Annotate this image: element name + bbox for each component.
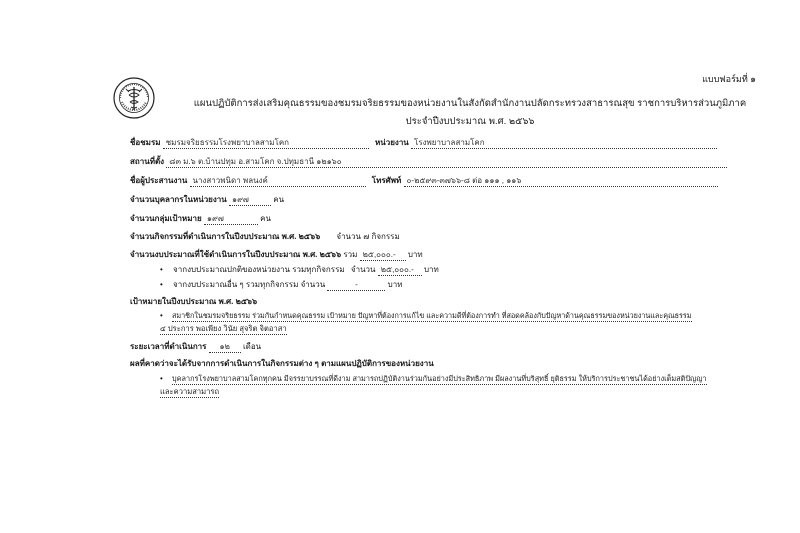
goal-line1: สมาชิกในชมรมจริยธรรม ร่วมกันกำหนดคุณธรรม เป้าหมาย ปัญหาที่ต้องการแก้ไข และความดีที่ต้องการทำ ที่สอดคล้องกับปัญหาด้านคุณธรรมของหน่วยงานและคุณธรรม	[172, 311, 692, 320]
location-row	[130, 156, 727, 168]
agency-label: หน่วยงาน	[374, 138, 409, 147]
budget-total-value: ๒๕,๐๐๐.-	[360, 249, 406, 261]
target-count-unit: คน	[260, 214, 271, 223]
budget-item1-prefix: จำนวน	[350, 265, 376, 274]
bullet-icon: •	[160, 265, 163, 274]
document-title-line1: แผนปฏิบัติการส่งเสริมคุณธรรมของชมรมจริยธรรมของหน่วยงานในสังกัดสำนักงานปลัดกระทรวงสาธารณสุข ราชการบริหารส่วนภูมิภาค	[193, 98, 747, 109]
budget-label: จำนวนงบประมาณที่ใช้ดำเนินการในปีงบประมาณ พ.ศ. ๒๕๖๖	[130, 250, 342, 259]
target-count-row	[130, 213, 271, 225]
club-label: ชื่อชมรม	[130, 138, 161, 147]
staff-count-label: จำนวนบุคลากรในหน่วยงาน	[130, 195, 227, 204]
expected-bullet	[160, 373, 163, 384]
coordinator-row	[130, 175, 718, 187]
budget-unit: บาท	[407, 250, 423, 259]
location-value: ๘๓ ม.๖ ต.บ้านปทุม อ.สามโคก จ.ปทุมธานี ๑๒๑๖๐	[166, 156, 727, 168]
coordinator-label: ชื่อผู้ประสานงาน	[130, 176, 188, 185]
duration-value: ๑๒	[209, 341, 241, 353]
duration-row	[130, 341, 261, 353]
goal-line2: ๔ ประการ พอเพียง วินัย สุจริต จิตอาสา	[160, 324, 287, 333]
activities-prefix: จำนวน	[336, 232, 361, 241]
goal-bullet	[160, 310, 163, 321]
staff-count-value: ๑๙๗	[229, 194, 271, 206]
activities-unit: กิจกรรม	[371, 232, 400, 241]
budget-item2-text: จากงบประมาณอื่น ๆ รวมทุกกิจกรรม จำนวน	[173, 280, 326, 289]
club-value: ชมรมจริยธรรมโรงพยาบาลสามโคก	[163, 137, 369, 149]
target-count-label: จำนวนกลุ่มเป้าหมาย	[130, 214, 202, 223]
agency-value: โรงพยาบาลสามโคก	[411, 137, 717, 149]
expected-line1: บุคลากรโรงพยาบาลสามโคกทุกคน มีจรรยาบรรณที่ดีงาม สามารถปฏิบัติงานร่วมกันอย่างมีประสิทธิภาพ มีผลงานที่บริสุทธิ์ ยุติธรรม ให้บริการประชาชนได้อย่างเต็มสติปัญญา	[172, 374, 707, 383]
bullet-icon: •	[160, 374, 163, 383]
expected-label: ผลที่คาดว่าจะได้รับจากการดำเนินการในกิจกรรมต่าง ๆ ตามแผนปฏิบัติการของหน่วยงาน	[130, 359, 434, 368]
document-title-line2: ประจำปีงบประมาณ พ.ศ. ๒๕๖๖	[405, 116, 535, 127]
budget-item1-row	[160, 264, 439, 276]
bullet-icon: •	[160, 280, 163, 289]
duration-label: ระยะเวลาที่ดำเนินการ	[130, 342, 207, 351]
coordinator-value: นางสาวพนิดา พลนงค์	[190, 175, 366, 187]
budget-item2-unit: บาท	[387, 280, 403, 289]
target-count-value: ๑๙๗	[204, 213, 258, 225]
expected-line2: และความสามารถ	[160, 387, 220, 396]
location-label: สถานที่ตั้ง	[130, 157, 165, 166]
activities-row	[130, 231, 400, 242]
activities-value: ๗	[363, 232, 370, 241]
phone-label: โทรศัพท์	[371, 176, 402, 185]
activities-label: จำนวนกิจกรรมที่ดำเนินการในปีงบประมาณ พ.ศ. ๒๕๖๖	[130, 232, 321, 241]
staff-count-unit: คน	[273, 195, 285, 204]
goal-label: เป้าหมายในปีงบประมาณ พ.ศ. ๒๕๖๖	[130, 297, 258, 306]
budget-row	[130, 249, 423, 261]
duration-unit: เดือน	[242, 342, 262, 351]
club-row	[130, 137, 717, 149]
phone-value: ๐-๒๕๙๓-๓๗๖๖-๘ ต่อ ๑๑๑ , ๑๑๖	[404, 175, 718, 187]
form-number: แบบฟอร์มที่ ๑	[702, 74, 756, 84]
budget-item1-text: จากงบประมาณปกติของหน่วยงาน รวมทุกกิจกรรม	[173, 265, 345, 274]
budget-item1-value: ๒๕,๐๐๐.-	[378, 264, 422, 276]
staff-count-row	[130, 194, 284, 206]
budget-item2-row	[160, 279, 403, 291]
budget-item2-value: -	[327, 279, 385, 291]
bullet-icon: •	[160, 311, 163, 320]
budget-total-prefix: รวม	[343, 250, 358, 259]
budget-item1-unit: บาท	[423, 265, 439, 274]
